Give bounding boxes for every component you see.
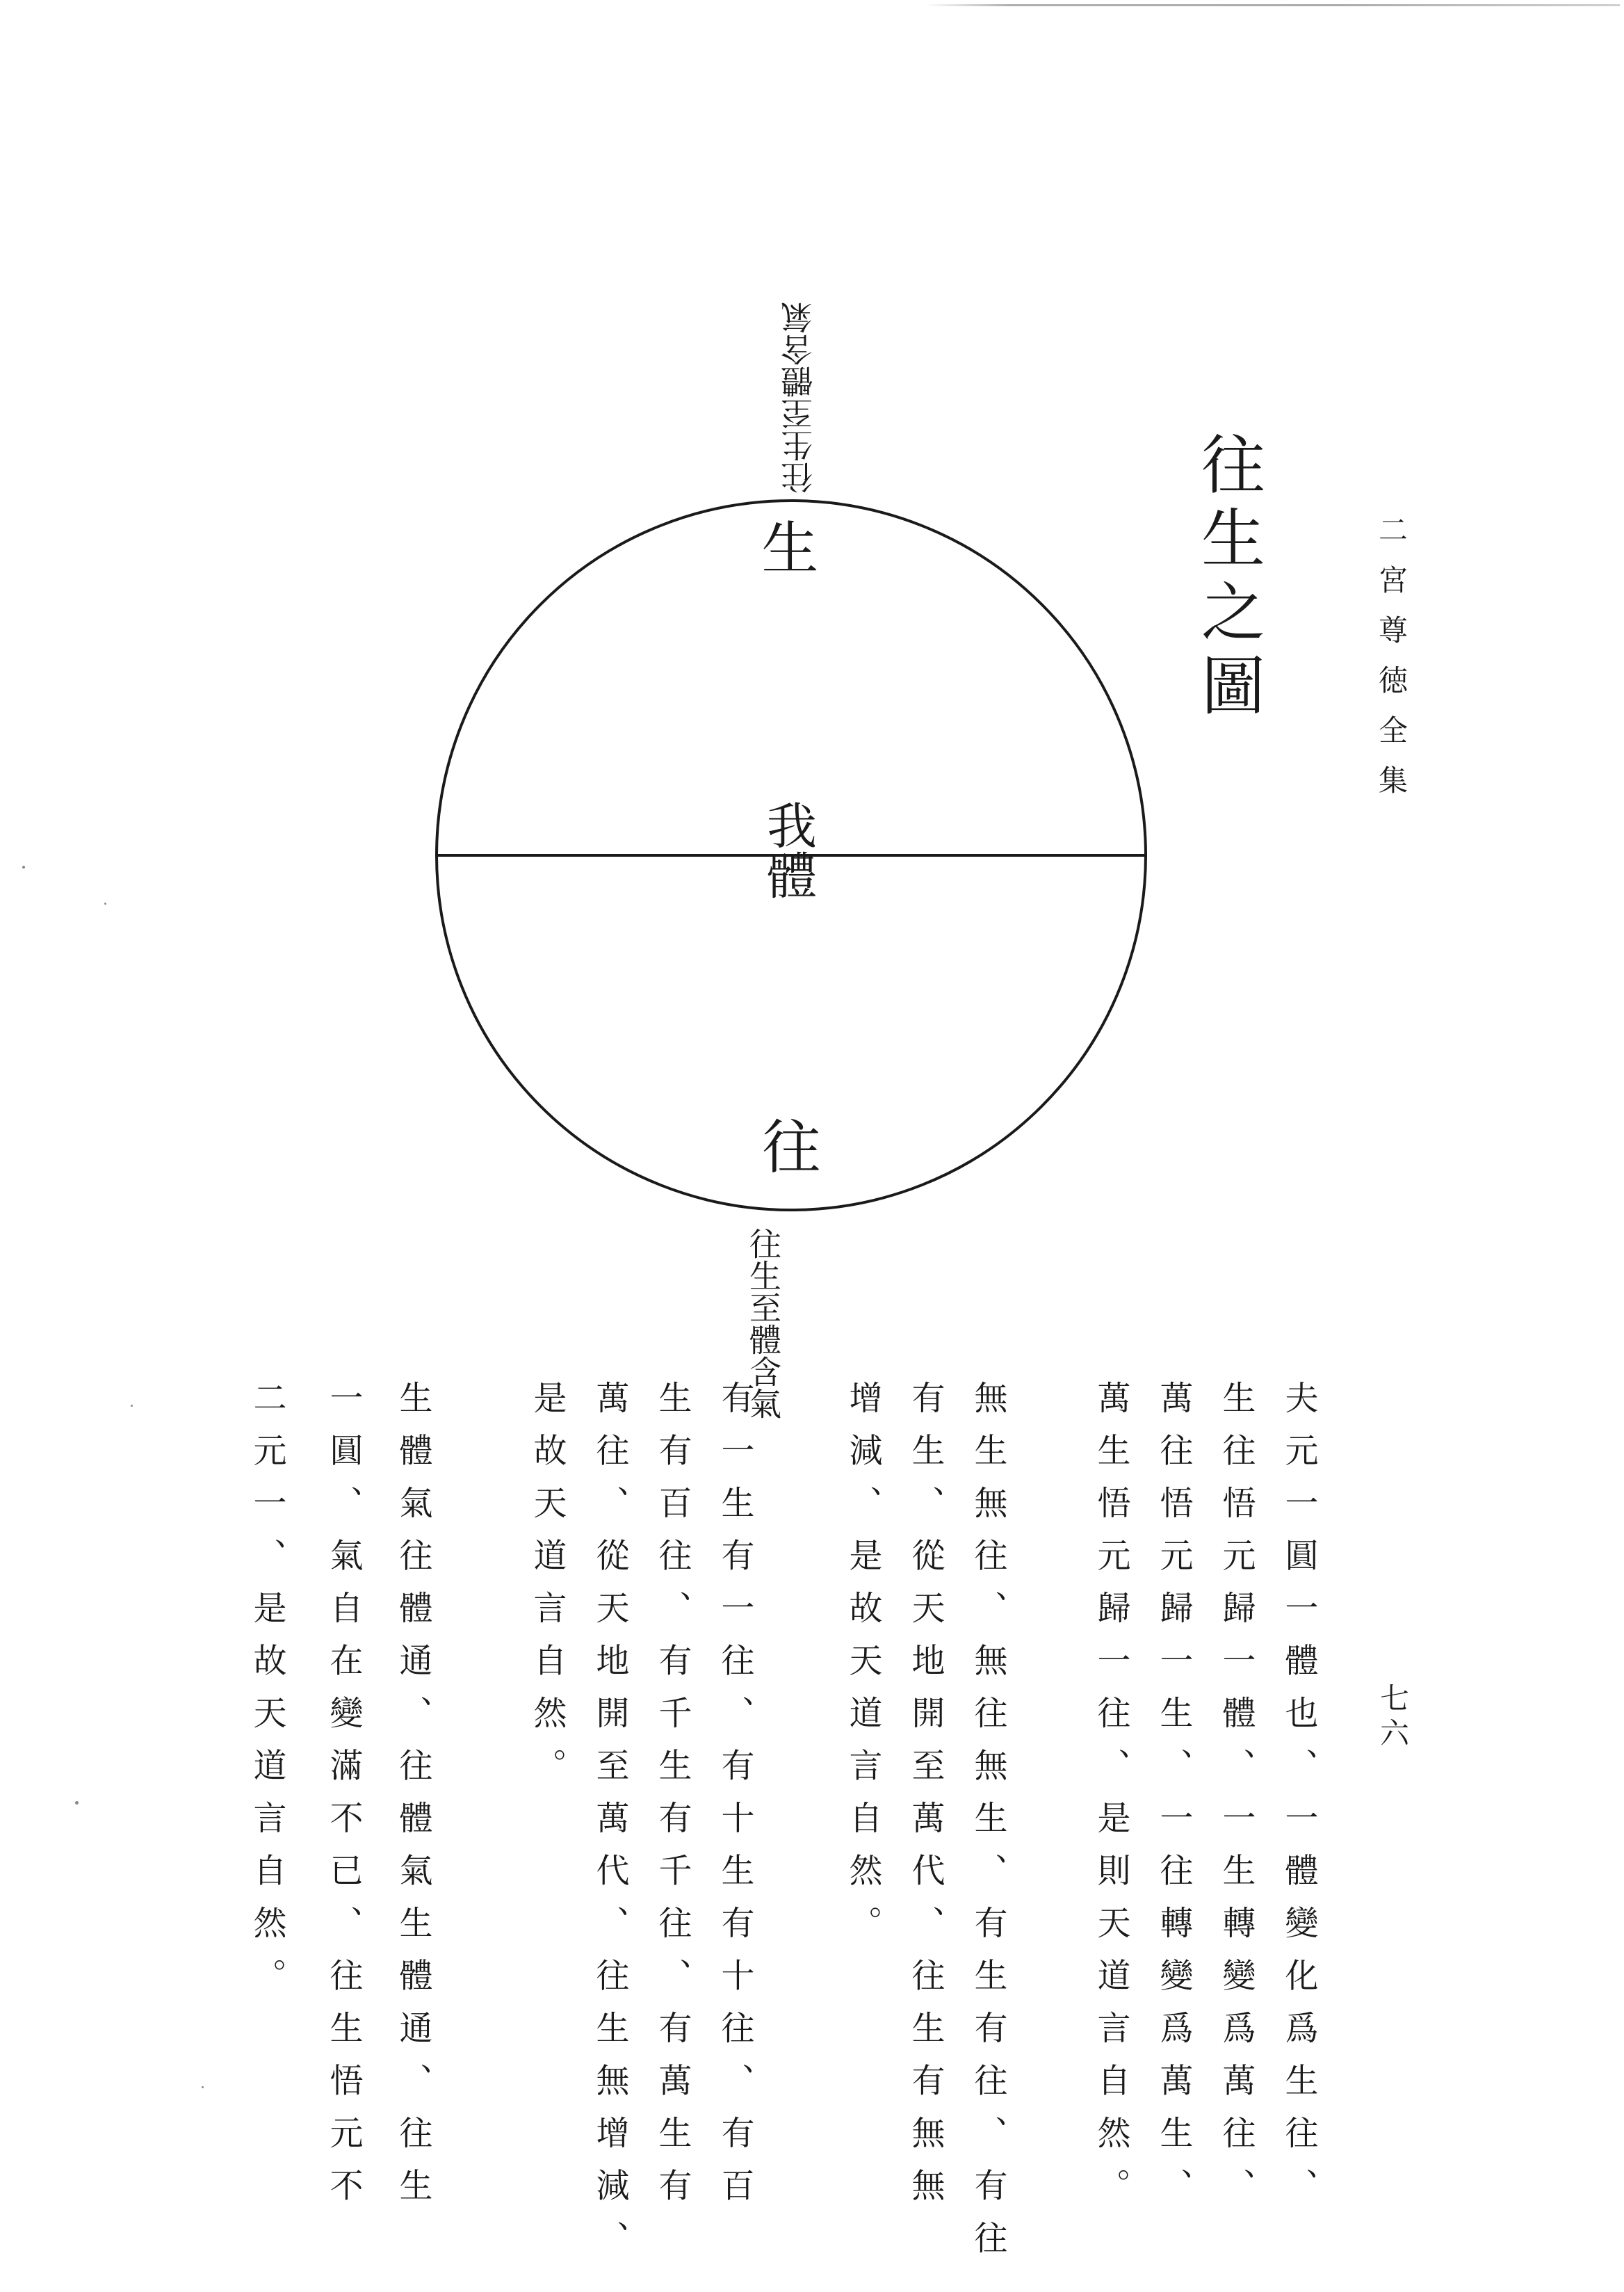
scan-speck [131,1405,133,1407]
text-column: 有生、從天地開至萬代、往生有無無 [906,1380,945,2220]
note-top-inverted: 往生至體含氣 [780,302,818,494]
label-wang: 往 [753,1116,821,1175]
text-column: 萬往、從天地開至萬代、往生無增減、 [590,1380,629,2273]
text-column: 增減、是故天道言自然。 [843,1380,882,1958]
text-column: 夫元一圓一體也、一體變化爲生往、 [1279,1380,1318,2220]
text-column: 有一生有一往、有十生有十往、有百 [715,1380,754,2220]
scan-speck [202,2086,204,2088]
label-sheng: 生 [752,518,818,575]
running-head: 二宮尊徳全集 [1374,515,1408,815]
text-column: 萬生悟元歸一往、是則天道言自然。 [1091,1380,1130,2220]
text-column: 生體氣往體通、往體氣生體通、往生 [393,1380,432,2220]
text-column: 生往悟元歸一體、一生轉變爲萬往、 [1217,1380,1256,2220]
text-column: 生有百往、有千生有千往、有萬生有 [653,1380,692,2220]
text-column: 是故天道言自然。 [528,1380,567,1800]
note-bottom: 往生至體含氣 [745,1227,782,1419]
figure-title: 往生之圖 [1191,431,1265,726]
page-number: 七六 [1376,1683,1410,1752]
text-column: 萬往悟元歸一生、一往轉變爲萬生、 [1154,1380,1193,2220]
label-wo-ti: 我體 [758,800,817,900]
text-column: 無生無往、無往無生、有生有往、有往 [968,1380,1007,2273]
text-column: 二元一、是故天道言自然。 [247,1380,286,2010]
text-column: 一圓、氣自在變滿不已、往生悟元不 [324,1380,363,2220]
scan-speck [75,1801,79,1805]
